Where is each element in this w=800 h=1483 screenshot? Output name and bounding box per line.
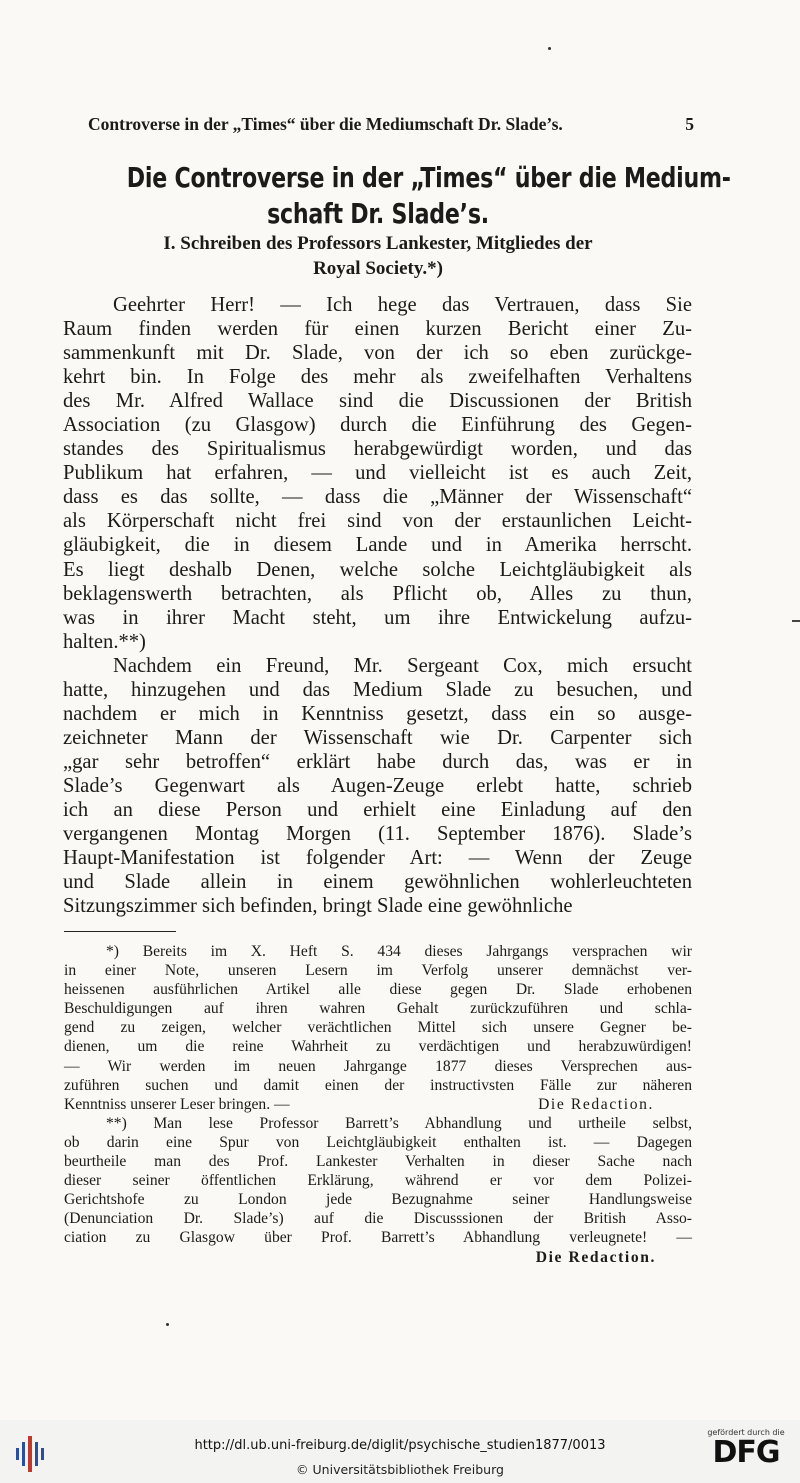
footnote-line: dieser seiner öffentlichen Erklärung, während er vor dem Polizei- <box>64 1172 692 1190</box>
body-line: Slade’s Gegenwart als Augen-Zeuge erlebt hatte, schrieb <box>63 774 692 797</box>
body-line: nachdem er mich in Kenntniss gesetzt, dass ein so ausge- <box>63 702 692 725</box>
dfg-wordmark: DFG <box>712 1435 780 1470</box>
dfg-logo <box>706 1428 786 1478</box>
body-line: „gar sehr betroffen“ erklärt habe durch das, was er in <box>63 750 692 773</box>
subtitle-line: I. Schreiben des Professors Lankester, Mitgliedes der <box>163 233 593 254</box>
footnote-line: zuführen suchen und damit einen der instructivsten Fälle zur näheren <box>64 1076 692 1094</box>
copyright-text: © Universitätsbibliothek Freiburg <box>296 1462 504 1477</box>
body-line: Es liegt deshalb Denen, welche solche Leichtgläubigkeit als <box>63 558 692 581</box>
body-line: gläubigkeit, die in diesem Lande und in Amerika herrscht. <box>63 534 692 557</box>
footnote-1 <box>64 942 692 1095</box>
body-line: als Körperschaft nicht frei sind von der erstaunlichen Leicht- <box>63 510 692 533</box>
footnotes <box>64 942 692 1267</box>
body-line: was in ihrer Macht steht, um ihre Entwickelung aufzu- <box>63 606 692 629</box>
section-heading <box>64 231 692 281</box>
body-line: Haupt-Manifestation ist folgender Art: — Wenn der Zeuge <box>63 847 692 870</box>
footnote-line: ob darin eine Spur von Leichtgläubigkeit enthalten ist. — Dagegen <box>64 1133 692 1151</box>
page-number: 5 <box>685 114 694 134</box>
body-line: des Mr. Alfred Wallace sind die Discussionen der British <box>63 390 692 413</box>
subtitle-line: Royal Society.*) <box>313 258 443 279</box>
body-line: Nachdem ein Freund, Mr. Sergeant Cox, mich ersucht <box>113 654 692 677</box>
footnote-line: (Denunciation Dr. Slade’s) auf die Discusssionen der British Asso- <box>64 1210 692 1228</box>
footnote-line: Beschuldigungen auf ihren wahren Gehalt zurückzuführen und schla- <box>64 1000 692 1018</box>
footnote-line: heissenen ausführlichen Artikel alle diese gegen Dr. Slade erhobenen <box>64 981 692 999</box>
title-line: schaft Dr. Slade’s. <box>267 197 489 230</box>
article-title <box>126 160 731 232</box>
body-text <box>63 293 692 918</box>
footnote-line: Kenntniss unserer Leser bringen. — <box>64 1095 290 1113</box>
footnote-line: beurtheile man des Prof. Lankester Verhalten in dieser Sache nach <box>64 1153 692 1171</box>
body-line: vergangenen Montag Morgen (11. September 1876). Slade’s <box>63 823 692 846</box>
speck <box>166 1323 169 1326</box>
body-line: Raum finden werden für einen kurzen Bericht einer Zu- <box>63 318 692 341</box>
body-line: halten.**) <box>63 630 146 653</box>
footnote-line: gend zu zeigen, welcher verächtlichen Mittel sich unsere Gegner be- <box>64 1019 692 1037</box>
page-url-link[interactable]: http://dl.ub.uni-freiburg.de/diglit/psychische_studien1877/0013 <box>194 1438 606 1453</box>
body-line: hatte, hinzugehen und das Medium Slade zu besuchen, und <box>63 678 692 701</box>
body-line: Publikum hat erfahren, — und vielleicht ist es auch Zeit, <box>63 462 692 485</box>
footnote-2 <box>64 1114 692 1248</box>
footnote-signature: Die Redaction. <box>538 1095 654 1113</box>
footnote-line: **) Man lese Professor Barrett’s Abhandlung und urtheile selbst, <box>106 1114 692 1132</box>
body-line: kehrt bin. In Folge des mehr als zweifelhaften Verhaltens <box>63 366 692 389</box>
body-line: Sitzungszimmer sich befinden, bringt Slade eine gewöhnliche <box>63 895 573 918</box>
body-line: beklagenswerth betrachten, als Pflicht ob, Alles zu thun, <box>63 582 692 605</box>
footnote-line: dienen, um die reine Wahrheit zu verdächtigen und herabzuwürdigen! <box>64 1038 692 1056</box>
viewer-footer <box>0 1420 800 1483</box>
footnote-line: Gerichtshofe zu London jede Bezugnahme seiner Handlungsweise <box>64 1191 692 1209</box>
body-line: standes des Spiritualismus herabgewürdigt worden, und das <box>63 438 692 461</box>
body-line: dass es das sollte, — dass die „Männer der Wissenschaft“ <box>63 486 692 509</box>
footnote-line: in einer Note, unseren Lesern im Verfolg unserer demnächst ver- <box>64 962 692 980</box>
body-line: Association (zu Glasgow) durch die Einführung des Gegen- <box>63 414 692 437</box>
body-line: zeichneter Mann der Wissenschaft wie Dr. Carpenter sich <box>63 726 692 749</box>
body-line: ich an diese Person und erhielt eine Einladung auf den <box>63 798 692 821</box>
body-line: sammenkunft mit Dr. Slade, von der ich so eben zurückge- <box>63 342 692 365</box>
edge-mark <box>792 620 800 622</box>
footnote-line: ciation zu Glasgow über Prof. Barrett’s Abhandlung verleugnete! — <box>64 1229 692 1247</box>
footnote-line: — Wir werden im neuen Jahrgange 1877 dieses Versprechen aus- <box>64 1057 692 1075</box>
body-line: Geehrter Herr! — Ich hege das Vertrauen, dass Sie <box>113 294 692 316</box>
dfg-caption: gefördert durch die <box>707 1428 785 1437</box>
footnote-signature: Die Redaction. <box>535 1248 656 1266</box>
speck <box>548 47 551 50</box>
running-head-title: Controverse in der „Times“ über die Mediumschaft Dr. Slade’s. <box>88 114 563 134</box>
footnote-1-closing <box>64 1095 692 1114</box>
body-line: und Slade allein in einem gewöhnlichen wohlerleuchteten <box>63 871 692 894</box>
footnote-rule <box>64 931 176 932</box>
footnote-line: *) Bereits im X. Heft S. 434 dieses Jahrgangs versprachen wir <box>106 943 692 960</box>
running-head <box>88 114 694 135</box>
title-line: Die Controverse in der „Times“ über die Medium- <box>126 161 731 194</box>
